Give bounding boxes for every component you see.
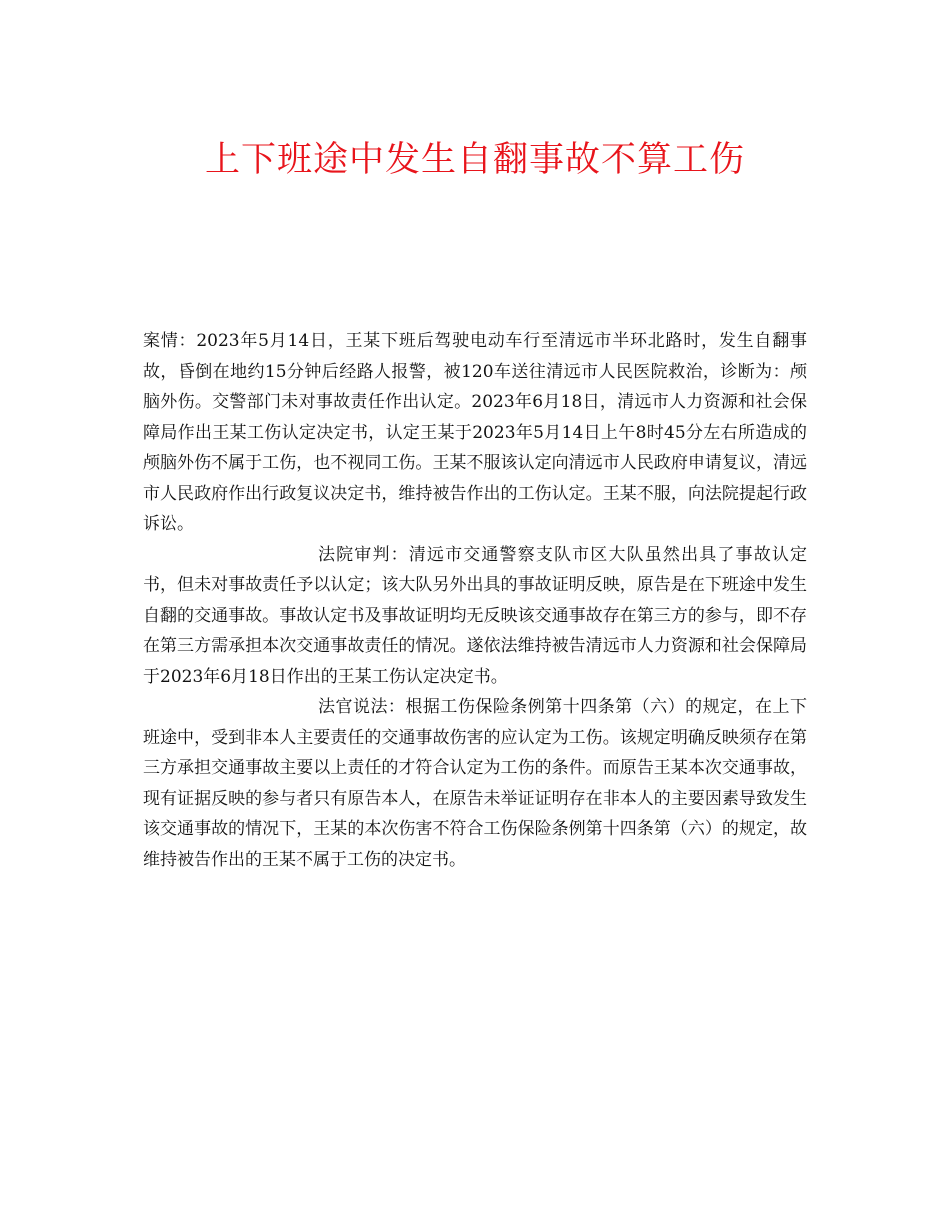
paragraph-case: 案情：2023年5月14日，王某下班后驾驶电动车行至清远市半环北路时，发生自翻事故，昏倒在地约15分钟后经路人报警，被120车送往清远市人民医院救治，诊断为：颅脑外伤。交警部门未对事故责任作出认定。2023年6月18日，清远市人力资源和社会保障局作出王某工伤认定决定书，认定王某于2023年5月14日上午8时45分左右所造成的颅脑外伤不属于工伤，也不视同工伤。王某不服该认定向清远市人民政府申请复议，清远市人民政府作出行政复议决定书，维持被告作出的工伤认定。王某不服，向法院提起行政诉讼。	[143, 331, 807, 534]
paragraph-court-judgment: 法院审判：清远市交通警察支队市区大队虽然出具了事故认定书，但未对事故责任予以认定；该大队另外出具的事故证明反映，原告是在下班途中发生自翻的交通事故。事故认定书及事故证明均无反映该交通事故存在第三方的参与，即不存在第三方需承担本次交通事故责任的情况。遂依法维持被告清远市人力资源和社会保障局于2023年6月18日作出的王某工伤认定决定书。	[143, 544, 807, 687]
document-body	[143, 326, 807, 875]
document-title: 上下班途中发生自翻事故不算工伤	[204, 140, 745, 180]
paragraph-judge-commentary: 法官说法：根据工伤保险条例第十四条第（六）的规定，在上下班途中，受到非本人主要责任的交通事故伤害的应认定为工伤。该规定明确反映须存在第三方承担交通事故主要以上责任的才符合认定为工伤的条件。而原告王某本次交通事故，现有证据反映的参与者只有原告本人，在原告未举证证明存在非本人的主要因素导致发生该交通事故的情况下，王某的本次伤害不符合工伤保险条例第十四条第（六）的规定，故维持被告作出的王某不属于工伤的决定书。	[143, 697, 807, 870]
